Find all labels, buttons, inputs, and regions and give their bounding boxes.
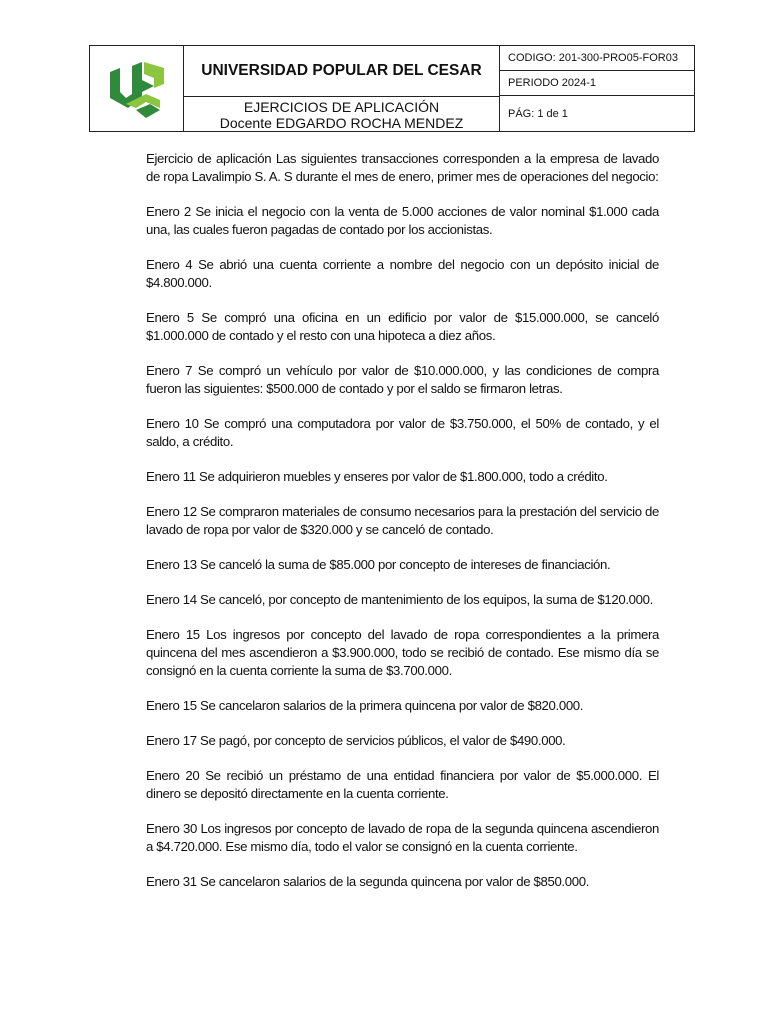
paragraph: Enero 15 Los ingresos por concepto del lavado de ropa correspondientes a la primera quincena del mes ascendieron a $3.900.000, todo se recibió de contado. Ese mismo día se consignó en la cuenta corriente la suma de $3.700.000.: [146, 627, 659, 678]
paragraph: Enero 17 Se pagó, por concepto de servicios públicos, el valor de $490.000.: [146, 733, 566, 748]
subtitle-line-1: EJERCICIOS DE APLICACIÓN: [243, 98, 440, 115]
paragraph: Enero 15 Se cancelaron salarios de la primera quincena por valor de $820.000.: [146, 698, 584, 713]
codigo-field: CODIGO: 201-300-PRO05-FOR03: [500, 46, 695, 71]
paragraph: Enero 12 Se compraron materiales de consumo necesarios para la prestación del servicio de lavado de ropa por valor de $320.000 y se canceló de contado.: [146, 504, 659, 537]
paragraph: Enero 10 Se compró una computadora por valor de $3.750.000, el 50% de contado, y el saldo, a crédito.: [146, 416, 659, 449]
document-subtitle: [184, 97, 500, 132]
paragraph: Enero 7 Se compró un vehículo por valor de $10.000.000, y las condiciones de compra fueron las siguientes: $500.000 de contado y por el saldo se firmaron letras.: [146, 363, 659, 396]
university-title: UNIVERSIDAD POPULAR DEL CESAR: [184, 46, 500, 97]
paragraph: Ejercicio de aplicación Las siguientes transacciones corresponden a la empresa de lavado de ropa Lavalimpio S. A. S durante el mes de enero, primer mes de operaciones del negocio:: [146, 151, 659, 184]
paragraph: Enero 30 Los ingresos por concepto de lavado de ropa de la segunda quincena ascendieron a $4.720.000. Ese mismo día, todo el valor se consignó en la cuenta corriente.: [146, 821, 659, 854]
subtitle-line-2: Docente EDGARDO ROCHA MENDEZ: [219, 114, 464, 131]
paragraph: Enero 11 Se adquirieron muebles y enseres por valor de $1.800.000, todo a crédito.: [146, 469, 608, 484]
paragraph: Enero 13 Se canceló la suma de $85.000 por concepto de intereses de financiación.: [146, 557, 611, 572]
paragraph: Enero 4 Se abrió una cuenta corriente a nombre del negocio con un depósito inicial de $4.800.000.: [146, 257, 659, 290]
paragraph: Enero 14 Se canceló, por concepto de mantenimiento de los equipos, la suma de $120.000.: [146, 592, 653, 607]
paragraph: Enero 5 Se compró una oficina en un edificio por valor de $15.000.000, se canceló $1.000.000 de contado y el resto con una hipoteca a diez años.: [146, 310, 659, 343]
paragraph: Enero 31 Se cancelaron salarios de la segunda quincena por valor de $850.000.: [146, 874, 590, 889]
paragraph: Enero 20 Se recibió un préstamo de una entidad financiera por valor de $5.000.000. El dinero se depositó directamente en la cuenta corriente.: [146, 768, 659, 801]
university-logo-icon: [106, 58, 168, 120]
pagina-field: PÁG: 1 de 1: [508, 107, 568, 120]
logo-cell: [90, 46, 184, 132]
periodo-field: PERIODO 2024-1: [500, 71, 695, 96]
document-body: [146, 150, 659, 908]
document-meta: [500, 46, 695, 132]
paragraph: Enero 2 Se inicia el negocio con la venta de 5.000 acciones de valor nominal $1.000 cada una, las cuales fueron pagadas de contado por los accionistas.: [146, 204, 659, 237]
document-header: [89, 45, 695, 132]
